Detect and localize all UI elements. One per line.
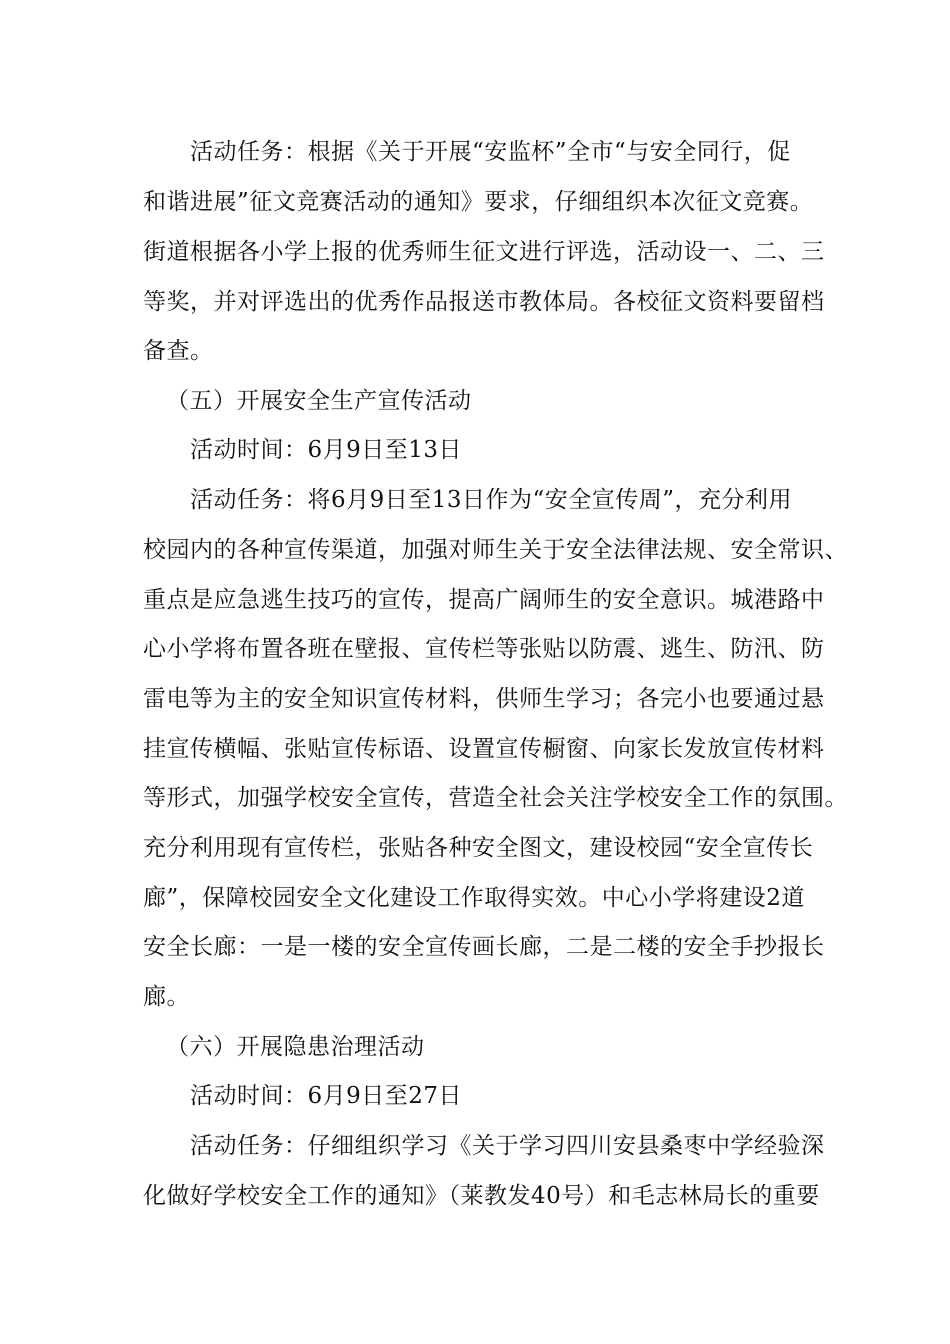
paragraph-line: 挂宣传横幅、张贴宣传标语、设置宣传橱窗、向家长发放宣传材料 xyxy=(143,736,825,762)
section-heading-5: （五）开展安全生产宣传活动 xyxy=(166,388,472,414)
paragraph-line: 备查。 xyxy=(143,338,214,364)
paragraph-line: 廊。 xyxy=(143,984,190,1010)
paragraph-line: 校园内的各种宣传渠道，加强对师生关于安全法律法规、安全常识、 xyxy=(143,537,848,563)
section-heading-6: （六）开展隐患治理活动 xyxy=(166,1034,425,1060)
paragraph-line: 化做好学校安全工作的通知》（莱教发40号）和毛志林局长的重要 xyxy=(143,1183,820,1209)
paragraph-line: 活动任务：将6月9日至13日作为“安全宣传周”，充分利用 xyxy=(190,487,793,513)
paragraph-line: 等形式，加强学校安全宣传，营造全社会关注学校安全工作的氛围。 xyxy=(143,785,848,811)
paragraph-line: 街道根据各小学上报的优秀师生征文进行评选，活动设一、二、三 xyxy=(143,239,825,265)
paragraph-line: 安全长廊：一是一楼的安全宣传画长廊，二是二楼的安全手抄报长 xyxy=(143,934,825,960)
paragraph-line: 活动任务：根据《关于开展“安监杯”全市“与安全同行，促 xyxy=(190,139,791,165)
paragraph-line: 活动任务：仔细组织学习《关于学习四川安县桑枣中学经验深 xyxy=(190,1133,825,1159)
activity-time: 活动时间：6月9日至13日 xyxy=(190,437,463,463)
paragraph-line: 雷电等为主的安全知识宣传材料，供师生学习；各完小也要通过悬 xyxy=(143,686,825,712)
paragraph-line: 等奖，并对评选出的优秀作品报送市教体局。各校征文资料要留档 xyxy=(143,289,825,315)
paragraph-line: 充分利用现有宣传栏，张贴各种安全图文，建设校园“安全宣传长 xyxy=(143,835,814,861)
paragraph-line: 廊”，保障校园安全文化建设工作取得实效。中心小学将建设2道 xyxy=(143,885,805,911)
paragraph-line: 心小学将布置各班在壁报、宣传栏等张贴以防震、逃生、防汛、防 xyxy=(143,636,825,662)
paragraph-line: 和谐进展”征文竞赛活动的通知》要求，仔细组织本次征文竞赛。 xyxy=(143,189,814,215)
activity-time: 活动时间：6月9日至27日 xyxy=(190,1083,463,1109)
paragraph-line: 重点是应急逃生技巧的宣传，提高广阔师生的安全意识。城港路中 xyxy=(143,587,825,613)
